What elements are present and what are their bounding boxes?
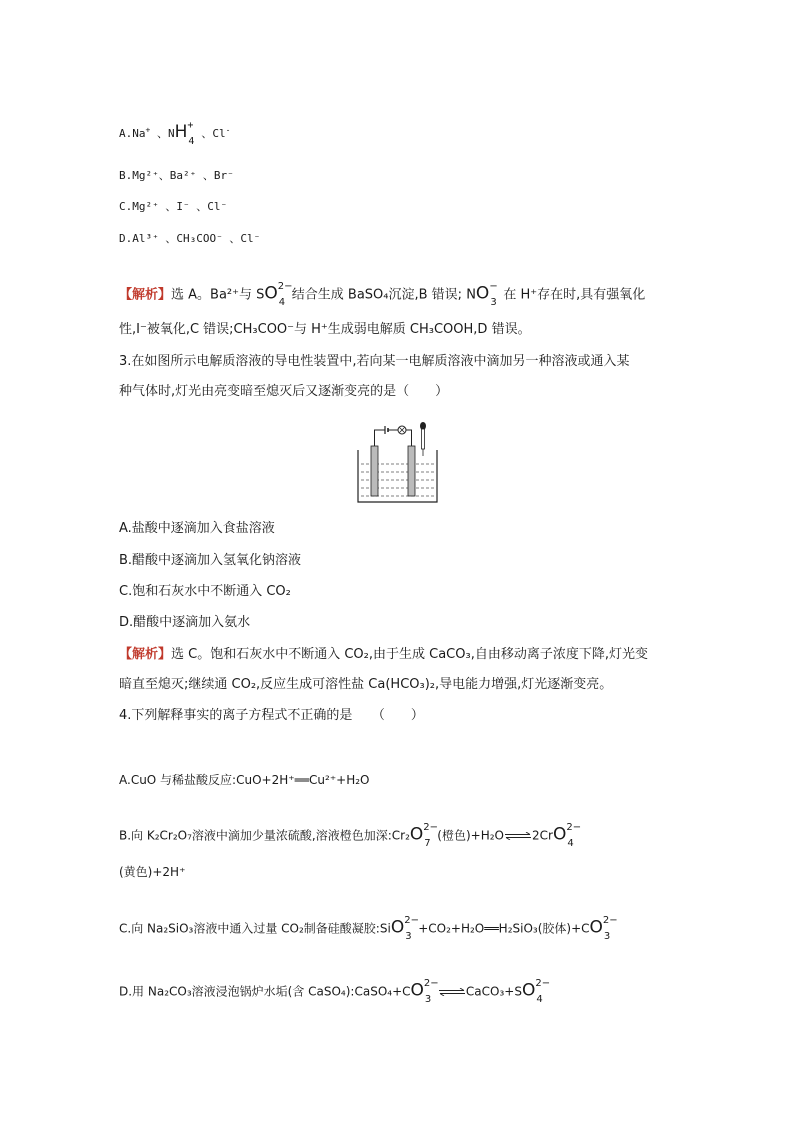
q4-option-d-ion1-scripts <box>424 980 438 1004</box>
q3-analysis-text1: 选 C。饱和石灰水中不断通入 CO₂,由于生成 CaCO₃,自由移动离子浓度下降,灯光变 <box>171 647 648 662</box>
q2-analysis-line2: 性,I⁻被氧化,C 错误;CH₃COO⁻与 H⁺生成弱电解质 CH₃COOH,D 错误。 <box>119 322 531 337</box>
q4-option-b-part2: (橙色)+H₂O <box>437 828 504 843</box>
q4-option-d-part2: CaCO₃+S <box>465 984 522 999</box>
q4-option-b-ion1: O <box>409 824 424 845</box>
q2-option-a-ion-charge: + <box>187 120 194 131</box>
q2-option-a-sup: + <box>145 125 151 135</box>
q3-option-a: A.盐酸中逐滴加入食盐溶液 <box>119 521 275 536</box>
q2-option-a-ion-scripts <box>187 122 201 146</box>
q2-analysis-ion2: O <box>475 283 490 304</box>
q2-option-a <box>119 122 230 146</box>
q2-option-d: D.Al³⁺ 、CH₃COO⁻ 、Cl⁻ <box>119 232 261 245</box>
q4-option-c-ion1: O <box>390 917 405 938</box>
q3-option-b: B.醋酸中逐滴加入氢氧化钠溶液 <box>119 553 302 568</box>
q4-option-b-ion1-scripts <box>423 824 437 848</box>
q2-analysis-line1 <box>119 283 645 307</box>
q4-option-b-ion2-scripts <box>566 824 580 848</box>
q3-stem-line1: 3.在如图所示电解质溶液的导电性装置中,若向某一电解质溶液中滴加另一种溶液或通入某 <box>119 354 630 369</box>
q4-option-d-ion2-scripts <box>535 980 549 1004</box>
q4-option-d-ion2-charge: 2− <box>535 978 551 989</box>
q2-analysis-ion2-scripts <box>489 283 503 307</box>
q4-option-d-ion1: O <box>410 980 424 1001</box>
q3-option-d: D.醋酸中逐滴加入氨水 <box>119 615 251 630</box>
q2-analysis-ion1: O <box>264 283 278 304</box>
q2-analysis-tag: 【解析】 <box>119 287 172 303</box>
q2-analysis-ion1-charge: 2− <box>277 281 293 292</box>
q4-option-b-ion2: O <box>552 824 567 845</box>
q4-option-b-ion1-charge: 2− <box>423 822 439 833</box>
q4-option-b-ion2-count: 4 <box>567 838 574 849</box>
q3-analysis-tag: 【解析】 <box>119 647 172 662</box>
q4-option-d-ion1-charge: 2− <box>423 978 439 989</box>
q3-option-c: C.饱和石灰水中不断通入 CO₂ <box>119 584 291 599</box>
equilibrium-arrow-icon <box>438 988 466 996</box>
q4-option-b-ion2-charge: 2− <box>566 822 582 833</box>
q4-option-b <box>119 824 580 848</box>
q2-option-a-post: 、Cl <box>201 127 226 140</box>
q3-analysis-line2: 暗直至熄灭;继续通 CO₂,反应生成可溶性盐 Ca(HCO₃)₂,导电能力增强,灯光逐渐变亮。 <box>119 677 613 692</box>
q4-option-d-part1: D.用 Na₂CO₃溶液浸泡锅炉水垢(含 CaSO₄):CaSO₄+C <box>119 984 411 999</box>
q4-option-c-ion2: O <box>589 917 603 938</box>
q4-option-c-ion1-scripts <box>404 917 418 941</box>
q2-option-a-ion-count: 4 <box>188 136 195 147</box>
q2-analysis-ion2-charge: − <box>489 281 498 292</box>
q2-option-a-mid: 、N <box>150 127 175 140</box>
q2-analysis-ion2-count: 3 <box>490 297 497 308</box>
q2-option-a-ion: H <box>174 122 188 142</box>
q4-option-b-part1: B.向 K₂Cr₂O₇溶液中滴加少量浓硫酸,溶液橙色加深:Cr₂ <box>119 828 410 843</box>
q4-option-d-ion2: O <box>521 980 536 1001</box>
q2-analysis-ion1-scripts <box>278 283 292 307</box>
q4-option-c-ion1-charge: 2− <box>404 915 419 926</box>
q2-analysis-part3: 在 H⁺存在时,具有强氧化 <box>503 287 646 303</box>
q2-analysis-part2: 结合生成 BaSO₄沉淀,B 错误; N <box>291 287 476 303</box>
q4-stem: 4.下列解释事实的离子方程式不正确的是 （ ） <box>119 708 424 723</box>
q2-option-a-sup2: - <box>225 125 231 135</box>
q4-option-d <box>119 980 549 1004</box>
q4-option-c-part1: C.向 Na₂SiO₃溶液中通入过量 CO₂制备硅酸凝胶:Si <box>119 921 391 936</box>
q2-option-c: C.Mg²⁺ 、I⁻ 、Cl⁻ <box>119 200 228 213</box>
q4-option-b-part3: 2Cr <box>532 828 553 843</box>
q4-option-c-ion2-charge: 2− <box>602 915 618 926</box>
q2-option-a-text: A.Na <box>119 127 146 140</box>
q4-option-b-ion1-count: 7 <box>424 838 431 849</box>
q2-option-b: B.Mg²⁺、Ba²⁺ 、Br⁻ <box>119 169 234 182</box>
q4-option-d-ion1-count: 3 <box>424 994 432 1005</box>
q2-analysis-part1: 选 A。Ba²⁺与 S <box>171 287 265 303</box>
q4-option-c <box>119 917 617 941</box>
q4-option-c-ion2-count: 3 <box>603 931 611 942</box>
q4-option-c-ion2-scripts <box>603 917 617 941</box>
q4-option-a: A.CuO 与稀盐酸反应:CuO+2H⁺══Cu²⁺+H₂O <box>119 773 370 787</box>
q2-analysis-ion1-count: 4 <box>278 297 286 308</box>
equilibrium-arrow-icon <box>504 832 532 840</box>
q3-analysis-line1 <box>119 647 648 663</box>
q4-option-b-line2: (黄色)+2H⁺ <box>119 865 186 879</box>
q4-option-c-ion1-count: 3 <box>405 931 412 942</box>
q4-option-c-part2: +CO₂+H₂O══H₂SiO₃(胶体)+C <box>418 921 590 936</box>
conductivity-apparatus-diagram <box>355 420 440 505</box>
q3-stem-line2: 种气体时,灯光由亮变暗至熄灭后又逐渐变亮的是（ ） <box>119 384 449 399</box>
q4-option-d-ion2-count: 4 <box>536 994 543 1005</box>
